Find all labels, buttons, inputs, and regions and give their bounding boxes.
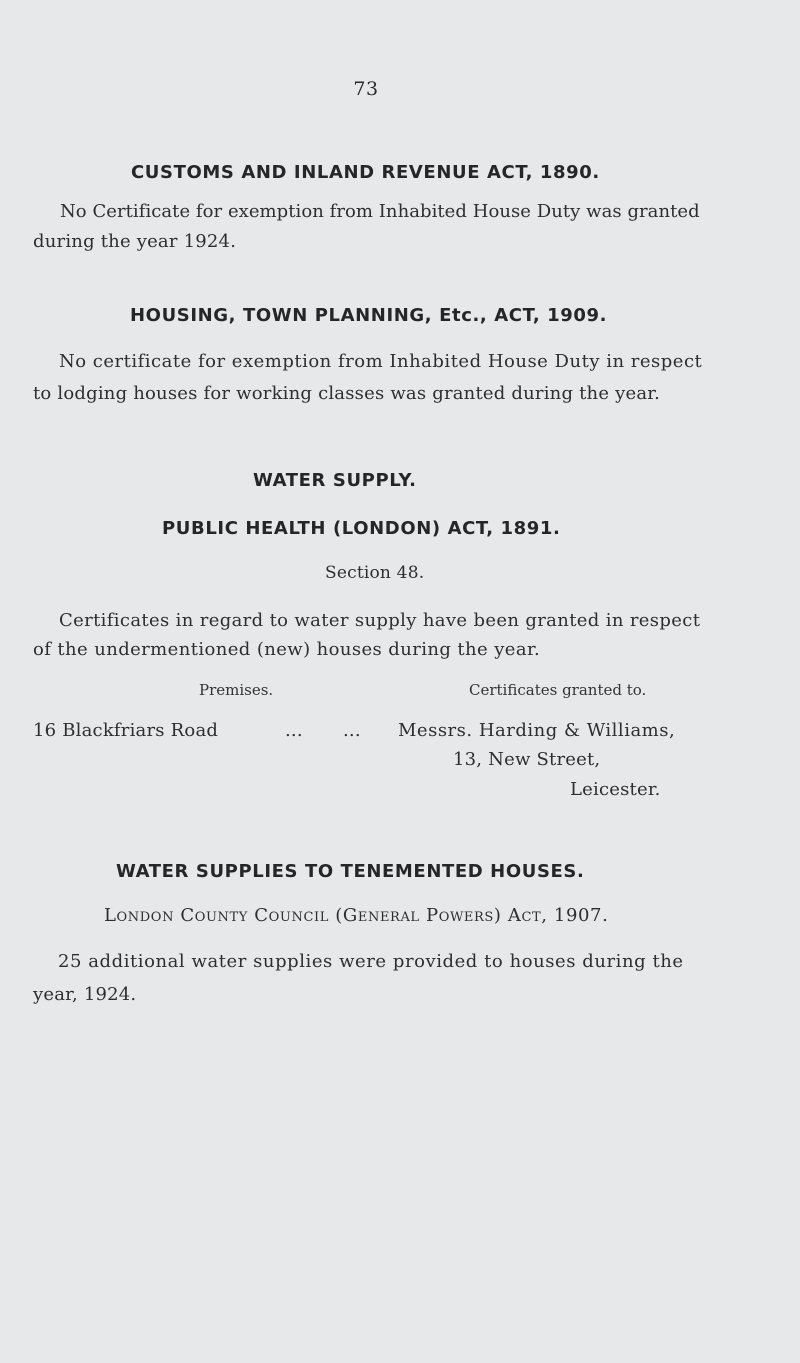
page-number: 73: [353, 78, 379, 100]
public-health-act-heading: PUBLIC HEALTH (LONDON) ACT, 1891.: [162, 518, 561, 539]
water-supply-paragraph-line-2: of the undermentioned (new) houses during the year.: [33, 639, 541, 660]
certificates-column-header: Certificates granted to.: [469, 681, 647, 699]
customs-heading: CUSTOMS AND INLAND REVENUE ACT, 1890.: [131, 162, 600, 183]
dot-leader-2: ...: [343, 720, 361, 741]
customs-paragraph-line-2: during the year 1924.: [33, 231, 237, 252]
housing-paragraph-line-1: No certificate for exemption from Inhabited House Duty in respect: [59, 351, 703, 372]
lcc-act-title: London County Council (General Powers) Act, 1907.: [104, 905, 609, 926]
tenemented-paragraph-line-2: year, 1924.: [33, 984, 137, 1005]
tenemented-heading: WATER SUPPLIES TO TENEMENTED HOUSES.: [116, 861, 585, 882]
grantee-line-3: Leicester.: [570, 779, 661, 800]
customs-paragraph-line-1: No Certificate for exemption from Inhabited House Duty was granted: [60, 201, 700, 222]
grantee-line-1: Messrs. Harding & Williams,: [398, 720, 676, 741]
water-supply-paragraph-line-1: Certificates in regard to water supply have been granted in respect: [59, 610, 701, 631]
grantee-line-2: 13, New Street,: [453, 749, 601, 770]
housing-heading: HOUSING, TOWN PLANNING, Etc., ACT, 1909.: [130, 305, 608, 326]
section-label: Section 48.: [325, 563, 425, 583]
premises-cell: 16 Blackfriars Road: [33, 720, 219, 741]
premises-column-header: Premises.: [199, 681, 274, 699]
dot-leader-1: ...: [285, 720, 303, 741]
tenemented-paragraph-line-1: 25 additional water supplies were provided to houses during the: [58, 951, 684, 972]
water-supply-heading: WATER SUPPLY.: [253, 470, 417, 491]
housing-paragraph-line-2: to lodging houses for working classes was granted during the year.: [33, 383, 661, 404]
